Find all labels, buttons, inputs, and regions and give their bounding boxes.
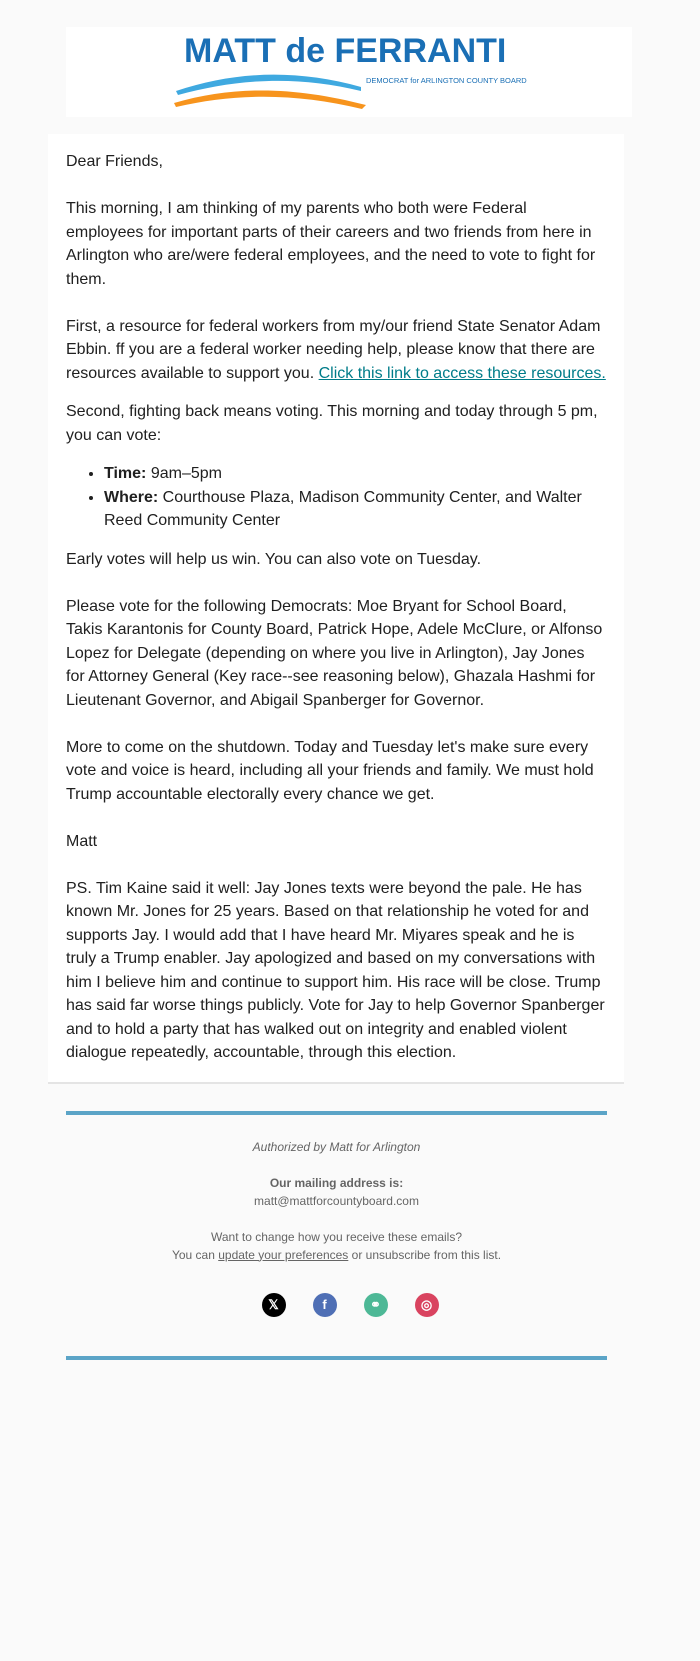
resources-link[interactable]: Click this link to access these resources.: [318, 364, 606, 382]
logo-name: MATT de FERRANTI: [184, 32, 507, 70]
facebook-icon[interactable]: f: [313, 1293, 337, 1317]
instagram-icon[interactable]: ◎: [415, 1293, 439, 1317]
link-icon[interactable]: ⚭: [364, 1293, 388, 1317]
paragraph-early-votes: Early votes will help us win. You can also vote on Tuesday.: [66, 550, 482, 568]
preferences-line: You can update your preferences or unsubscribe from this list.: [171, 1247, 502, 1262]
mailing-label: Our mailing address is:: [269, 1175, 404, 1190]
greeting: Dear Friends,: [66, 153, 163, 170]
authorized-text: Authorized by Matt for Arlington: [252, 1139, 421, 1154]
list-item-time: • Time: 9am–5pm: [104, 462, 606, 486]
logo-tagline: DEMOCRAT for ARLINGTON COUNTY BOARD: [366, 76, 527, 85]
list-item-where: • Where: Courthouse Plaza, Madison Community Center, and Walter Reed Community Center: [104, 486, 606, 533]
paragraph-resources: First, a resource for federal workers from my/our friend State Senator Adam Ebbin. ff you are a federal worker needing help, please know that there are resources available to support you. Click this link to access these resources.: [66, 317, 606, 382]
paragraph-parents: This morning, I am thinking of my parents who both were Federal employees for important parts of their careers and two friends from here in Arlington who are/were federal employees, and the need to vote to fight for them.: [66, 200, 596, 288]
voting-info-list: [66, 462, 606, 533]
social-links: [0, 1293, 700, 1317]
footer: [66, 1138, 607, 1264]
email-body: [48, 134, 624, 1084]
change-question: Want to change how you receive these emails?: [210, 1229, 463, 1244]
postscript: PS. Tim Kaine said it well: Jay Jones texts were beyond the pale. He has known Mr. Jones for 25 years. Based on that relationship he voted for and supports Jay. I would add that I have heard Mr. Miyares speak and he is truly a Trump enabler. Jay apologized and based on my conversations with him I believe him and continue to support him. His race will be close. Trump has said far worse things publicly. Vote for Jay to help Governor Spanberger and to hold a party that has walked out on integrity and enabled violent dialogue repeatedly, accountable, through this election.: [66, 879, 605, 1061]
signature: Matt: [66, 832, 98, 850]
footer-divider-bottom: [66, 1356, 607, 1360]
paragraph-candidates: Please vote for the following Democrats: Moe Bryant for School Board, Takis Karantonis for County Board, Patrick Hope, Adele McClure, or Alfonso Lopez for Delegate (depending on where you live in Arlington), Jay Jones for Attorney General (Key race--see reasoning below), Ghazala Hashmi for Lieutenant Governor, and Abigail Spanberger for Governor.: [66, 597, 603, 709]
paragraph-voting: Second, fighting back means voting. This morning and today through 5 pm, you can vote:: [66, 403, 598, 444]
header-logo: [66, 27, 632, 117]
update-preferences-link[interactable]: update your preferences: [218, 1247, 349, 1262]
paragraph-shutdown: More to come on the shutdown. Today and Tuesday let's make sure every vote and voice is heard, including all your friends and family. We must hold Trump accountable electorally every chance we get.: [66, 738, 594, 803]
logo-image: [66, 27, 632, 117]
mailing-email: matt@mattforcountyboard.com: [254, 1193, 419, 1208]
x-icon[interactable]: 𝕏: [262, 1293, 286, 1317]
footer-divider-top: [66, 1111, 607, 1115]
